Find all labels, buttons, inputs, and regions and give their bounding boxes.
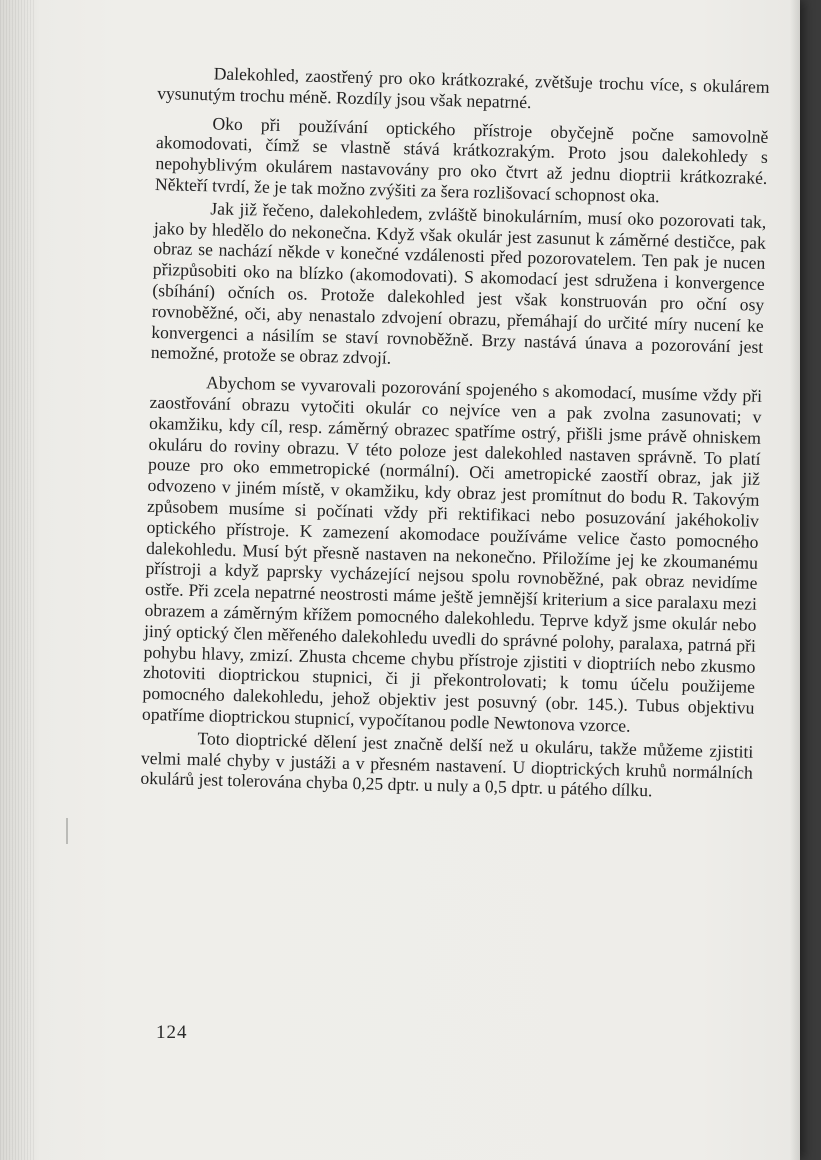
- paragraph-1: Dalekohled, zaostřený pro oko krátkozraké, zvětšuje trochu více, s okulárem vysunutým trochu méně. Rozdíly jsou však nepatrné.: [157, 63, 770, 112]
- paragraph-4: Abychom se vyvarovali pozorování spojeného s akomodací, musíme vždy při zaostřování obrazu vytočiti okulár co nejvíce ven a pak zvolna zasunovati; v okamžiku, kdy cíl, resp. záměrný obrazec spatříme ostrý, přišli jsme právě ohniskem okuláru do roviny obrazu. V této poloze jest dalekohled nastaven správně. To platí pouze pro oko emmetropické (normální). Oči ametropické zaostří obraz, jak již odvozeno v jiném místě, v okamžiku, kdy obraz jest promítnut do bodu R. Takovým způsobem musíme si počínati vždy při rektifikaci nebo posuzování jakéhokoliv optického přístroje. K zamezení akomodace používáme velice často pomocného dalekohledu. Musí být přesně nastaven na nekonečno. Přiložíme jej ke zkoumanému přístroji a když paprsky vycházející nejsou spolu rovnoběžné, pak obraz nevidíme ostře. Při zcela nepatrné neostrosti máme ještě jemnější kriterium a sice paralaxu mezi obrazem a záměrným křížem pomocného dalekohledu. Teprve když jsme okulár nebo jiný optický člen měřeného dalekohledu uvedli do správné polohy, paralaxa, patrná při pohybu hlavy, zmizí. Zhusta chceme chybu přístroje zjistiti v dioptriích nebo zkusmo zhotoviti dioptrickou stupnici, či ji překontrolovati; k tomu účelu použijeme pomocného dalekohledu, jehož objektiv jest posuvný (obr. 145.). Tubus objektivu opatříme dioptrickou stupnicí, vypočítanou podle Newtonova vzorce.: [141, 372, 763, 736]
- margin-pencil-mark: [66, 818, 68, 844]
- body-text: [140, 62, 770, 812]
- page-number: 124: [156, 1022, 188, 1043]
- paragraph-5: Toto dioptrické dělení jest značně delší než u okuláru, takže můžeme zjistiti velmi malé chyby v justáži a v přesném nastavení. U dioptrických kruhů normálních okulárů jest tolerována chyba 0,25 dptr. u nuly a 0,5 dptr. u pátého dílku.: [140, 727, 754, 801]
- paragraph-3: Jak již řečeno, dalekohledem, zvláště binokulárním, musí oko pozorovati tak, jako by hledělo do nekonečna. Když však okulár jest zasunut k záměrné destičce, pak obraz se nachází někde v konečné vzdálenosti před pozorovatelem. Ten pak je nucen přizpůsobiti oko na blízko (akomodovati). S akomodací jest sdružena i konvergence (sbíhání) očních os. Protože dalekohled jest však konstruován pro oční osy rovnoběžné, oči, aby nenastalo zdvojení obrazu, přemáhají do určité míry nucení ke konvergenci a násilím se staví rovnoběžně. Brzy nastává únava a pozorování jest nemožné, protože se obraz zdvojí.: [150, 198, 767, 369]
- paragraph-2: Oko při používání optického přístroje obyčejně počne samovolně akomodovati, čímž se vlastně stává krátkozrakým. Proto jsou dalekohledy s nepohyblivým okulárem nastavovány pro oko čtvrt až jednu dioptrii krátkozraké. Někteří tvrdí, že je tak možno zvýšiti za šera rozlišovací schopnost oka.: [154, 112, 769, 207]
- page-spine-shadow: [0, 0, 36, 1160]
